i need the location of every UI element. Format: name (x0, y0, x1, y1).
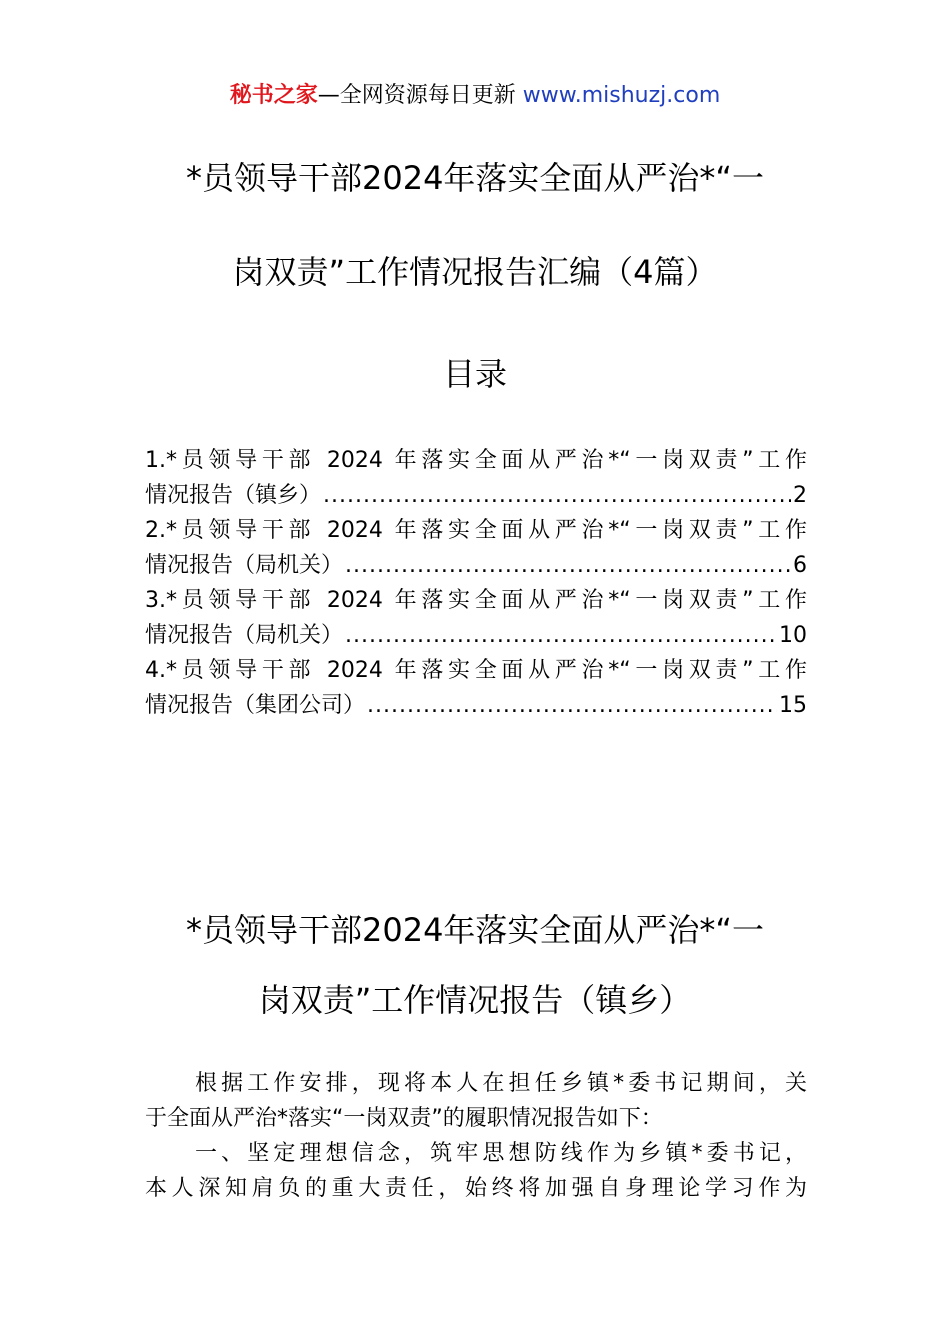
site-brand: 秘书之家 (229, 83, 318, 108)
document-title-line-1: *员领导干部2024年落实全面从严治*“一 (185, 159, 765, 197)
toc-page-number: 15 (779, 693, 807, 718)
article-body (145, 1066, 807, 1206)
toc-dot-leader (345, 618, 777, 654)
toc-entry-title: 1.*员领导干部 2024 年落实全面从严治*“一岗双责”工作 (145, 448, 807, 473)
site-header (0, 80, 950, 112)
toc-dot-leader (367, 688, 777, 724)
site-url-link[interactable]: www.mishuzj.com (522, 83, 721, 108)
table-of-contents (145, 444, 807, 724)
toc-entry-title-cont (145, 618, 807, 654)
toc-entry-subtitle: 情况报告（镇乡） (145, 483, 322, 508)
body-line: 根据工作安排，现将本人在担任乡镇*委书记期间，关 (195, 1071, 807, 1096)
toc-dot-leader (323, 478, 791, 514)
toc-entry-title: 2.*员领导干部 2024 年落实全面从严治*“一岗双责”工作 (145, 518, 807, 543)
toc-page-number: 2 (793, 483, 807, 508)
toc-entry-subtitle: 情况报告（局机关） (145, 553, 344, 578)
toc-entry-title-cont (145, 688, 807, 724)
body-line: 一、坚定理想信念，筑牢思想防线作为乡镇*委书记， (195, 1141, 807, 1166)
toc-entry[interactable] (145, 654, 807, 724)
toc-entry-title-cont (145, 478, 807, 514)
toc-entry-title-cont (145, 548, 807, 584)
article-title-line-2: 岗双责”工作情况报告（镇乡） (258, 981, 692, 1019)
toc-entry-subtitle: 情况报告（局机关） (145, 623, 344, 648)
toc-page-number: 10 (779, 623, 807, 648)
toc-entry-title: 4.*员领导干部 2024 年落实全面从严治*“一岗双责”工作 (145, 658, 807, 683)
article-title-line-1: *员领导干部2024年落实全面从严治*“一 (185, 911, 765, 949)
toc-heading: 目录 (442, 355, 507, 393)
toc-entry[interactable] (145, 444, 807, 514)
toc-entry[interactable] (145, 514, 807, 584)
toc-dot-leader (345, 548, 791, 584)
toc-page-number: 6 (793, 553, 807, 578)
body-line: 本人深知肩负的重大责任，始终将加强自身理论学习作为 (145, 1176, 807, 1201)
body-line: 于全面从严治*落实“一岗双责”的履职情况报告如下： (145, 1106, 663, 1131)
document-title-line-2: 岗双责”工作情况报告汇编（4篇） (232, 253, 718, 291)
toc-entry-subtitle: 情况报告（集团公司） (145, 693, 366, 718)
site-tagline: —全网资源每日更新 (317, 83, 516, 108)
toc-entry[interactable] (145, 584, 807, 654)
toc-entry-title: 3.*员领导干部 2024 年落实全面从严治*“一岗双责”工作 (145, 588, 807, 613)
